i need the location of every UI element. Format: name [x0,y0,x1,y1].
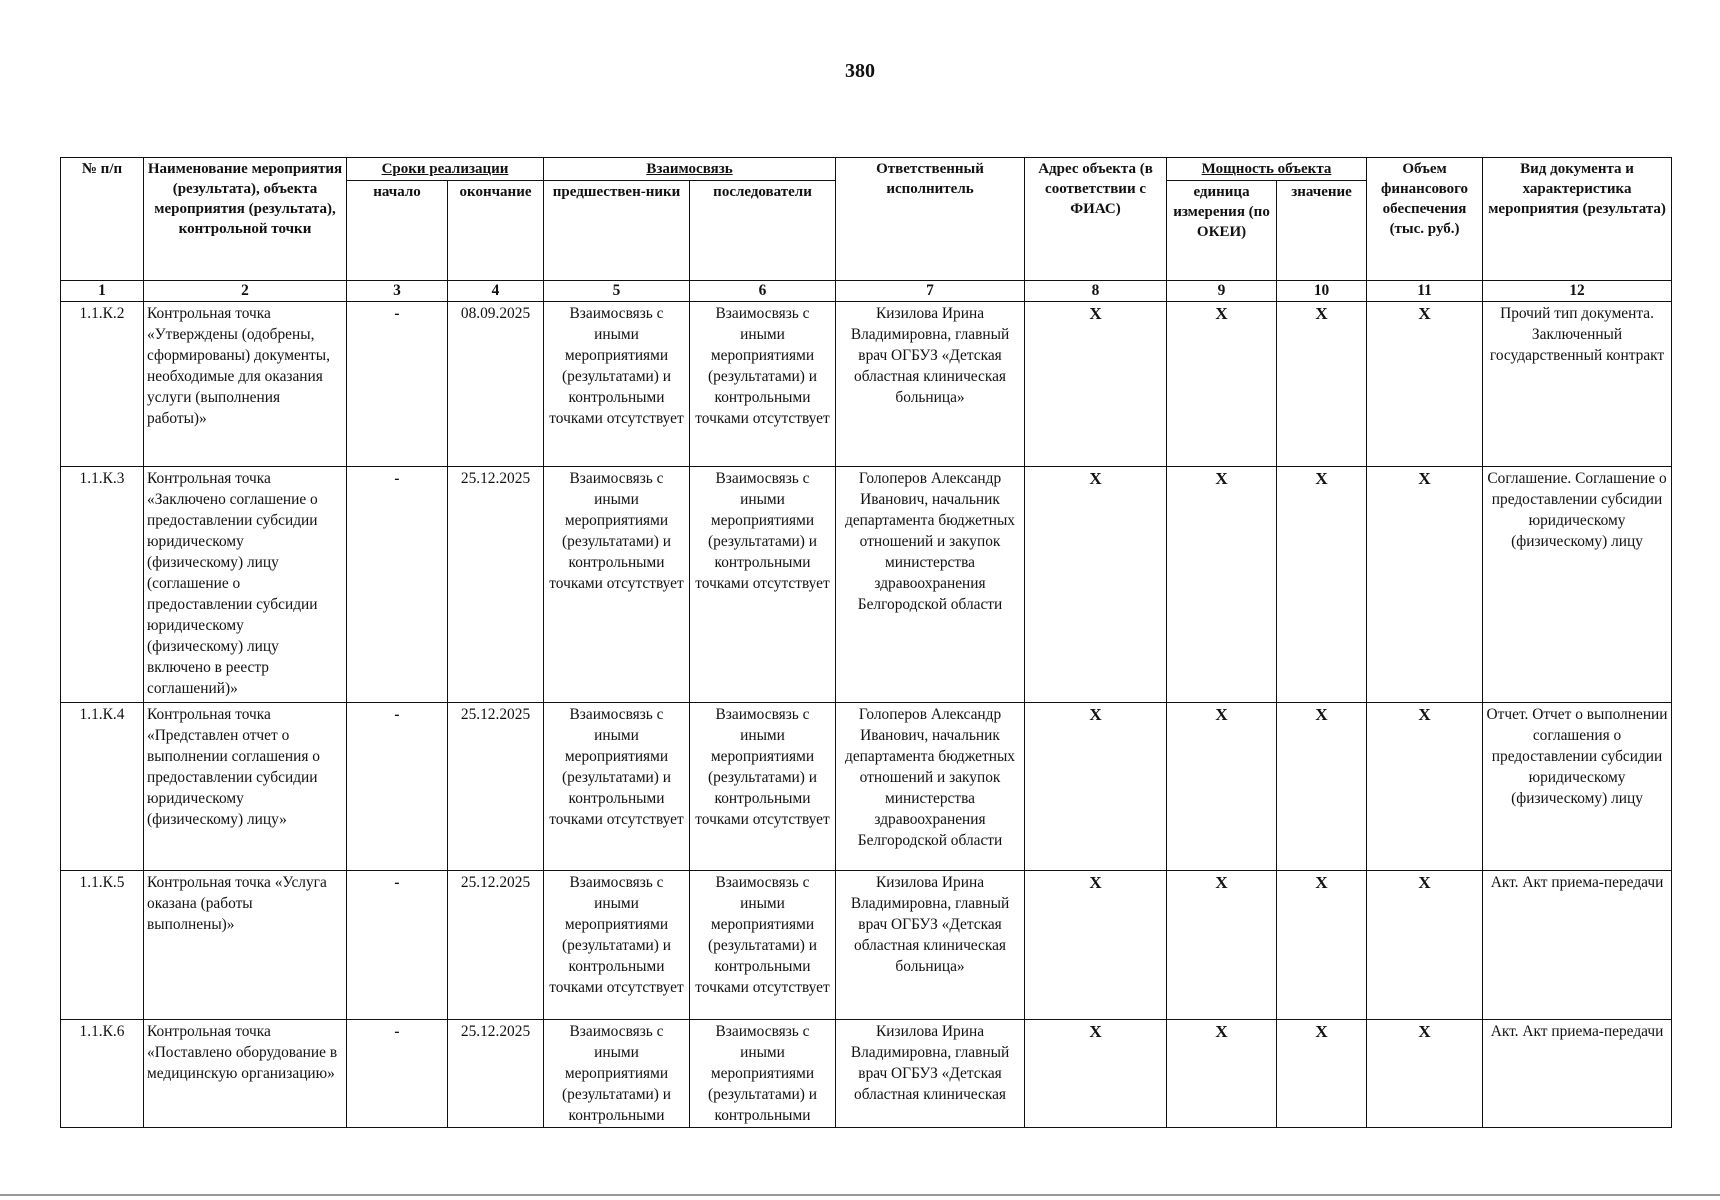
column-number: 3 [347,281,448,302]
header-col-responsible: Ответственный исполнитель [836,158,1025,281]
row-successors: Взаимосвязь с иными мероприятиями (результатами) и контрольными точками отсутствует [690,871,836,1020]
row-predecessors: Взаимосвязь с иными мероприятиями (результатами) и контрольными точками отсутствует [544,467,690,703]
row-document: Соглашение. Соглашение о предоставлении субсидии юридическому (физическому) лицу [1483,467,1672,703]
row-unit: X [1167,302,1277,467]
header-col-unit: единица измерения (по ОКЕИ) [1167,181,1277,281]
header-col-document: Вид документа и характеристика мероприятия (результата) [1483,158,1672,281]
table-row [61,467,1672,703]
header-group-capacity: Мощность объекта [1167,158,1367,181]
row-funding: X [1367,467,1483,703]
page-bottom-rule [0,1194,1720,1196]
row-unit: X [1167,871,1277,1020]
row-value: X [1277,467,1367,703]
column-number: 4 [448,281,544,302]
row-name: Контрольная точка «Заключено соглашение о предоставлении субсидии юридическому (физическому) лицу (соглашение о предоставлении субсидии юридическому (физическому) лицу включено в реестр соглашений)» [144,467,347,703]
column-number: 11 [1367,281,1483,302]
row-funding: X [1367,302,1483,467]
row-start: - [347,871,448,1020]
page-number: 380 [845,60,875,82]
row-document: Акт. Акт приема-передачи [1483,1020,1672,1128]
row-successors: Взаимосвязь с иными мероприятиями (результатами) и контрольными [690,1020,836,1128]
row-name: Контрольная точка «Утверждены (одобрены, сформированы) документы, необходимые для оказания услуги (выполнения работы)» [144,302,347,467]
header-col-number: № п/п [61,158,144,281]
row-unit: X [1167,703,1277,871]
row-end: 25.12.2025 [448,871,544,1020]
row-predecessors: Взаимосвязь с иными мероприятиями (результатами) и контрольными точками отсутствует [544,871,690,1020]
header-row-top [61,158,1672,181]
row-unit: X [1167,467,1277,703]
table-row [61,703,1672,871]
row-document: Отчет. Отчет о выполнении соглашения о предоставлении субсидии юридическому (физическому) лицу [1483,703,1672,871]
row-funding: X [1367,871,1483,1020]
column-number: 7 [836,281,1025,302]
table-row [61,302,1672,467]
row-id: 1.1.К.6 [61,1020,144,1128]
row-predecessors: Взаимосвязь с иными мероприятиями (результатами) и контрольными точками отсутствует [544,302,690,467]
column-number: 10 [1277,281,1367,302]
row-funding: X [1367,703,1483,871]
row-value: X [1277,703,1367,871]
row-start: - [347,302,448,467]
row-id: 1.1.К.2 [61,302,144,467]
column-number: 2 [144,281,347,302]
row-unit: X [1167,1020,1277,1128]
header-col-value: значение [1277,181,1367,281]
row-start: - [347,703,448,871]
row-start: - [347,467,448,703]
row-name: Контрольная точка «Услуга оказана (работы выполнены)» [144,871,347,1020]
row-document: Прочий тип документа. Заключенный государственный контракт [1483,302,1672,467]
column-number: 12 [1483,281,1672,302]
header-col-name: Наименование мероприятия (результата), объекта мероприятия (результата), контрольной точки [144,158,347,281]
row-successors: Взаимосвязь с иными мероприятиями (результатами) и контрольными точками отсутствует [690,467,836,703]
column-number: 6 [690,281,836,302]
row-value: X [1277,871,1367,1020]
row-end: 25.12.2025 [448,467,544,703]
row-end: 25.12.2025 [448,1020,544,1128]
row-predecessors: Взаимосвязь с иными мероприятиями (результатами) и контрольными точками отсутствует [544,703,690,871]
row-id: 1.1.К.4 [61,703,144,871]
row-responsible: Голоперов Александр Иванович, начальник департамента бюджетных отношений и закупок министерства здравоохранения Белгородской области [836,703,1025,871]
row-address: X [1025,1020,1167,1128]
header-group-links: Взаимосвязь [544,158,836,181]
row-responsible: Кизилова Ирина Владимировна, главный врач ОГБУЗ «Детская областная клиническая [836,1020,1025,1128]
row-funding: X [1367,1020,1483,1128]
column-number-row [61,281,1672,302]
row-end: 08.09.2025 [448,302,544,467]
row-successors: Взаимосвязь с иными мероприятиями (результатами) и контрольными точками отсутствует [690,302,836,467]
row-responsible: Голоперов Александр Иванович, начальник департамента бюджетных отношений и закупок министерства здравоохранения Белгородской области [836,467,1025,703]
row-successors: Взаимосвязь с иными мероприятиями (результатами) и контрольными точками отсутствует [690,703,836,871]
row-value: X [1277,302,1367,467]
activity-plan-table [60,157,1672,1128]
row-responsible: Кизилова Ирина Владимировна, главный врач ОГБУЗ «Детская областная клиническая больница» [836,871,1025,1020]
row-document: Акт. Акт приема-передачи [1483,871,1672,1020]
column-number: 9 [1167,281,1277,302]
row-value: X [1277,1020,1367,1128]
header-col-end: окончание [448,181,544,281]
column-number: 5 [544,281,690,302]
header-col-predecessors: предшествен-ники [544,181,690,281]
header-col-start: начало [347,181,448,281]
row-id: 1.1.К.5 [61,871,144,1020]
row-id: 1.1.К.3 [61,467,144,703]
row-responsible: Кизилова Ирина Владимировна, главный врач ОГБУЗ «Детская областная клиническая больница» [836,302,1025,467]
table-row [61,1020,1672,1128]
header-col-successors: последователи [690,181,836,281]
row-name: Контрольная точка «Поставлено оборудование в медицинскую организацию» [144,1020,347,1128]
row-address: X [1025,302,1167,467]
table-row [61,871,1672,1020]
row-address: X [1025,467,1167,703]
row-start: - [347,1020,448,1128]
row-end: 25.12.2025 [448,703,544,871]
header-col-funding: Объем финансового обеспечения (тыс. руб.) [1367,158,1483,281]
header-group-terms: Сроки реализации [347,158,544,181]
row-name: Контрольная точка «Представлен отчет о выполнении соглашения о предоставлении субсидии юридическому (физическому) лицу» [144,703,347,871]
row-address: X [1025,703,1167,871]
row-address: X [1025,871,1167,1020]
row-predecessors: Взаимосвязь с иными мероприятиями (результатами) и контрольными [544,1020,690,1128]
column-number: 1 [61,281,144,302]
column-number: 8 [1025,281,1167,302]
header-col-address: Адрес объекта (в соответствии с ФИАС) [1025,158,1167,281]
